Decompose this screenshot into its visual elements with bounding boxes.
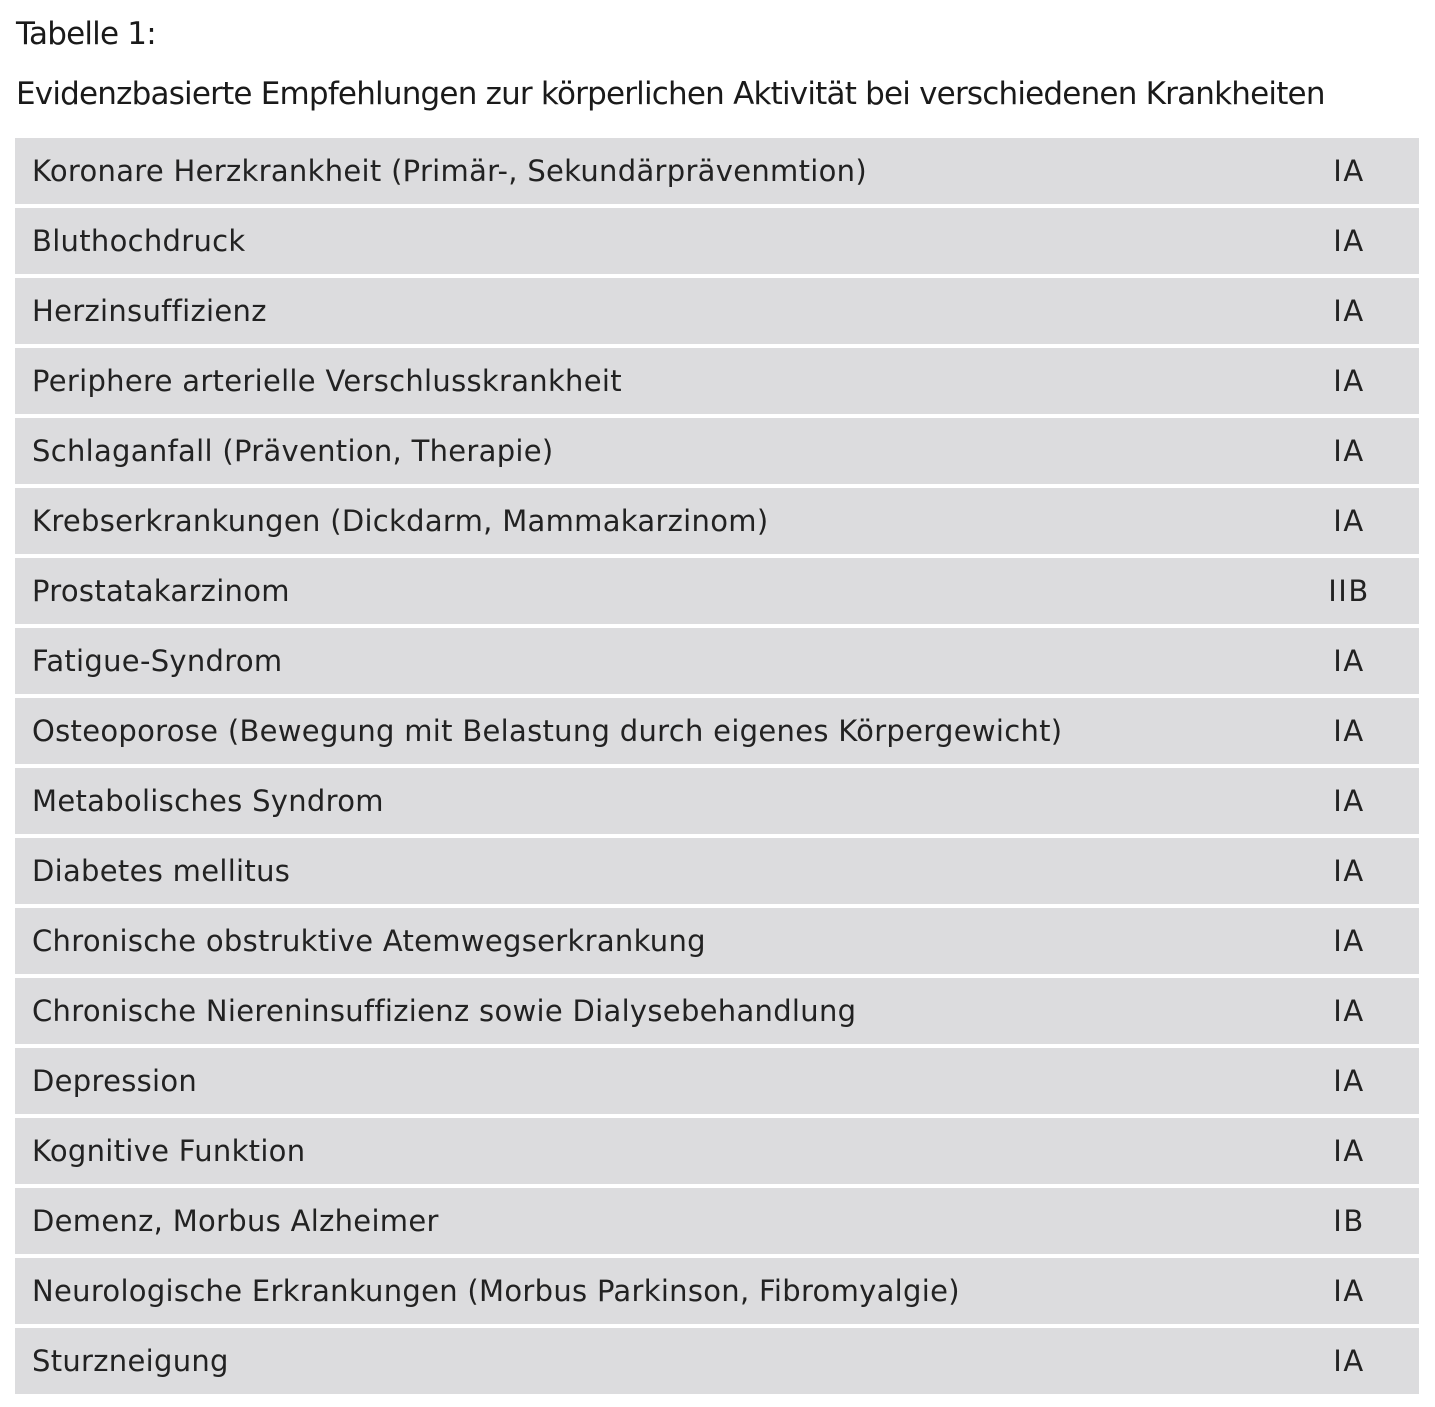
table-row bbox=[15, 698, 1419, 764]
evidence-level-cell: IA bbox=[1333, 714, 1365, 748]
condition-cell: Herzinsuffizienz bbox=[32, 294, 267, 328]
evidence-level-cell: IA bbox=[1333, 1274, 1365, 1308]
condition-cell: Chronische Niereninsuffizienz sowie Dialysebehandlung bbox=[32, 994, 857, 1028]
condition-cell: Bluthochdruck bbox=[32, 224, 246, 258]
condition-cell: Osteoporose (Bewegung mit Belastung durch eigenes Körpergewicht) bbox=[32, 714, 1063, 748]
condition-cell: Diabetes mellitus bbox=[32, 854, 291, 888]
evidence-level-cell: IA bbox=[1333, 364, 1365, 398]
table-row bbox=[15, 628, 1419, 694]
evidence-level-cell: IIB bbox=[1328, 574, 1370, 608]
table-row bbox=[15, 278, 1419, 344]
table-row bbox=[15, 488, 1419, 554]
condition-cell: Metabolisches Syndrom bbox=[32, 784, 384, 818]
evidence-level-cell: IA bbox=[1333, 784, 1365, 818]
table-row bbox=[15, 1118, 1419, 1184]
condition-cell: Krebserkrankungen (Dickdarm, Mammakarzinom) bbox=[32, 504, 769, 538]
evidence-level-cell: IA bbox=[1333, 644, 1365, 678]
condition-cell: Kognitive Funktion bbox=[32, 1134, 306, 1168]
condition-cell: Prostatakarzinom bbox=[32, 574, 290, 608]
condition-cell: Sturzneigung bbox=[32, 1344, 229, 1378]
table-title: Evidenzbasierte Empfehlungen zur körperlichen Aktivität bei verschiedenen Krankheiten bbox=[16, 76, 1325, 112]
condition-cell: Schlaganfall (Prävention, Therapie) bbox=[32, 434, 554, 468]
evidence-level-cell: IA bbox=[1333, 994, 1365, 1028]
table-row bbox=[15, 838, 1419, 904]
table-row bbox=[15, 418, 1419, 484]
condition-cell: Depression bbox=[32, 1064, 198, 1098]
table-label: Tabelle 1: bbox=[16, 16, 156, 52]
evidence-level-cell: IB bbox=[1333, 1204, 1365, 1238]
condition-cell: Koronare Herzkrankheit (Primär-, Sekundärprävenmtion) bbox=[32, 154, 867, 188]
evidence-level-cell: IA bbox=[1333, 854, 1365, 888]
evidence-level-cell: IA bbox=[1333, 154, 1365, 188]
table-row bbox=[15, 1188, 1419, 1254]
condition-cell: Fatigue-Syndrom bbox=[32, 644, 283, 678]
condition-cell: Demenz, Morbus Alzheimer bbox=[32, 1204, 439, 1238]
evidence-level-cell: IA bbox=[1333, 224, 1365, 258]
evidence-level-cell: IA bbox=[1333, 1134, 1365, 1168]
evidence-level-cell: IA bbox=[1333, 924, 1365, 958]
evidence-level-cell: IA bbox=[1333, 1064, 1365, 1098]
table-row bbox=[15, 978, 1419, 1044]
table-row bbox=[15, 138, 1419, 204]
evidence-table bbox=[15, 138, 1419, 1394]
table-row bbox=[15, 768, 1419, 834]
table-row bbox=[15, 1258, 1419, 1324]
evidence-level-cell: IA bbox=[1333, 294, 1365, 328]
table-row bbox=[15, 1328, 1419, 1394]
table-row bbox=[15, 558, 1419, 624]
evidence-level-cell: IA bbox=[1333, 1344, 1365, 1378]
condition-cell: Neurologische Erkrankungen (Morbus Parkinson, Fibromyalgie) bbox=[32, 1274, 960, 1308]
condition-cell: Periphere arterielle Verschlusskrankheit bbox=[32, 364, 622, 398]
table-row bbox=[15, 348, 1419, 414]
table-row bbox=[15, 1048, 1419, 1114]
table-row bbox=[15, 208, 1419, 274]
evidence-level-cell: IA bbox=[1333, 434, 1365, 468]
table-row bbox=[15, 908, 1419, 974]
evidence-level-cell: IA bbox=[1333, 504, 1365, 538]
condition-cell: Chronische obstruktive Atemwegserkrankung bbox=[32, 924, 706, 958]
